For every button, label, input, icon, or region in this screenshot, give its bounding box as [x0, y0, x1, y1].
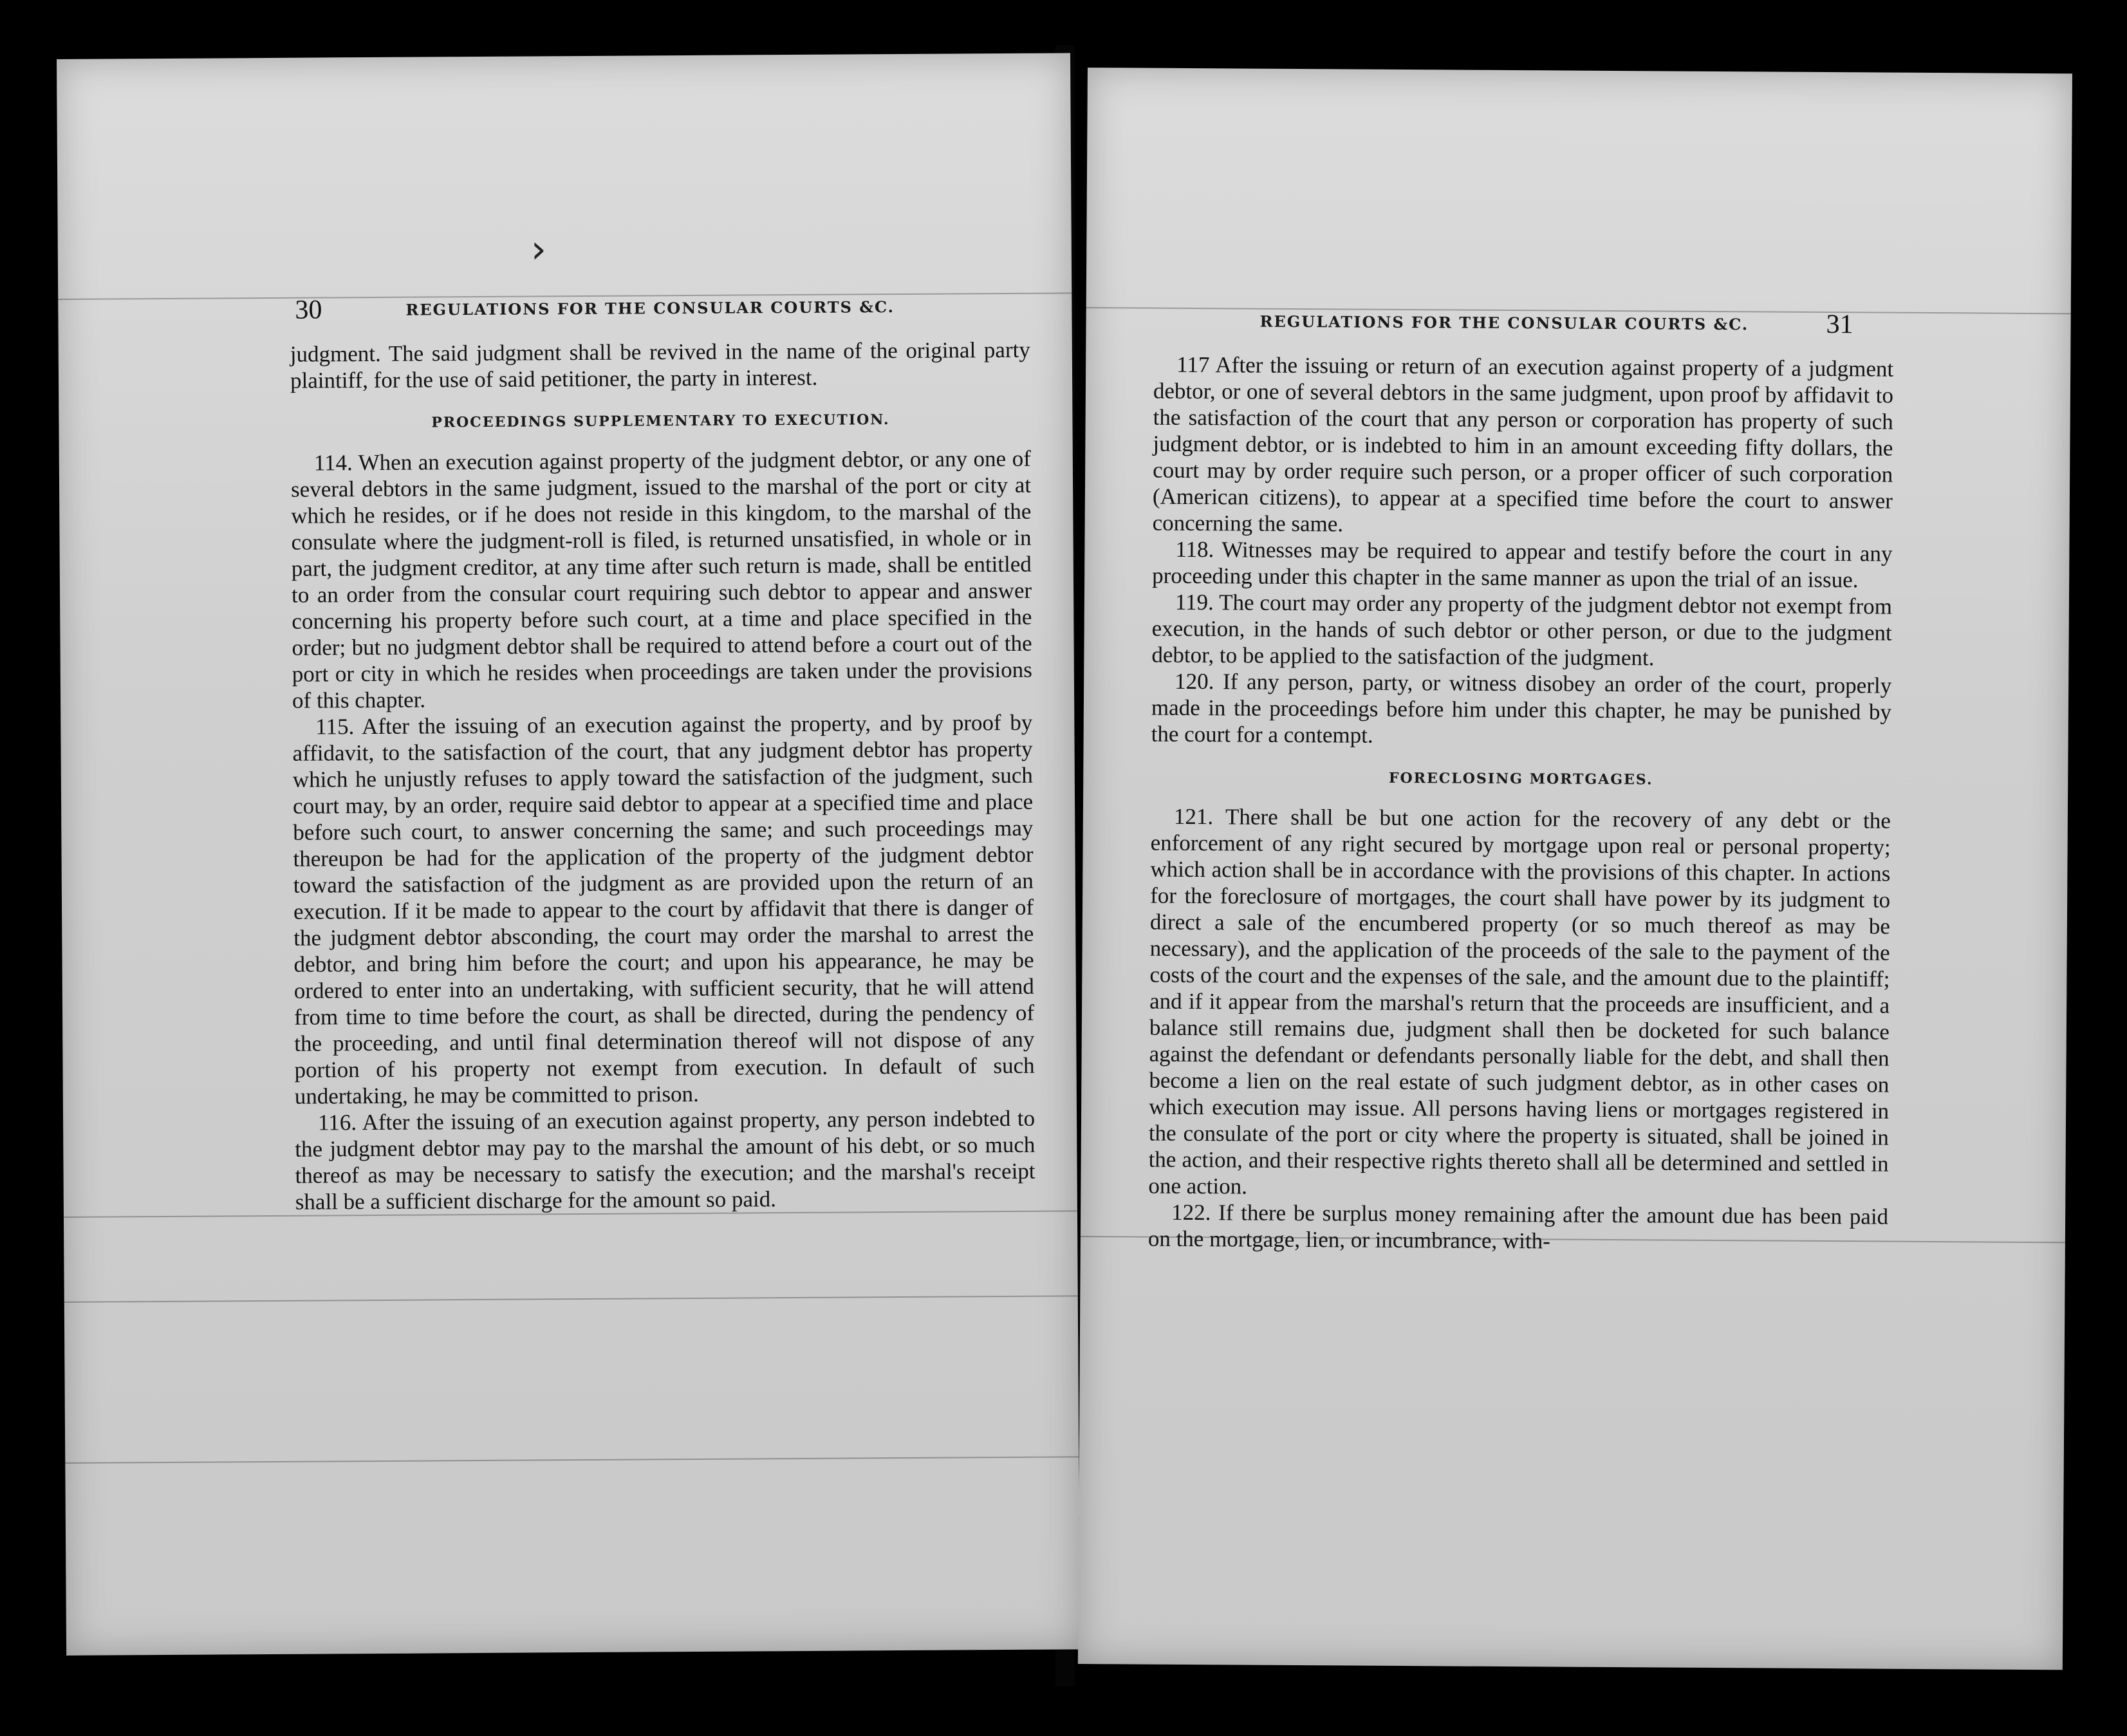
paragraph: judgment. The said judgment shall be revived in the name of the original party plaintiff, for the use of said petitioner, the party in interest.	[290, 337, 1030, 393]
ink-mark: ›	[530, 227, 547, 272]
section-heading: PROCEEDINGS SUPPLEMENTARY TO EXECUTION.	[431, 411, 890, 431]
paragraph: 117 After the issuing or return of an execution against property of a judgment debtor, or one of several debtors in the same judgment, upon proof by affidavit to the satisfaction of the court that any person or corporation has property of such judgment debtor, or is indebted to him in an amount exceeding fifty dollars, the court may by order require such person, or a proper officer of such corporation (American citizens), to appear at a specified time before the court to answer concerning the same.	[1152, 351, 1894, 537]
right-page-number: 31	[1826, 310, 1853, 340]
paragraph: 114. When an execution against property of the judgment debtor, or any one of several debtors in the same judgment, issued to the marshal of the port or city at which he resides, or if he does not reside in this kingdom, to the marshal of the consulate where the judgment-roll is filed, is returned unsatisfied, in whole or in part, the judgment creditor, at any time after such return is made, shall be entitled to an order from the consular court requiring such debtor to appear and answer concerning his property before such court, at a time and place specified in the order; but no judgment debtor shall be required to attend before a court out of the port or city in which he resides when proceedings are taken under the provisions of this chapter.	[290, 445, 1032, 713]
scan-line	[64, 1295, 1078, 1303]
left-page-body	[290, 337, 1036, 1215]
section-heading: FORECLOSING MORTGAGES.	[1388, 769, 1653, 789]
scan-line	[65, 1456, 1079, 1464]
left-page	[57, 53, 1080, 1656]
left-page-number: 30	[295, 295, 322, 325]
right-page	[1078, 68, 2072, 1670]
paragraph: 116. After the issuing of an execution against property, any person indebted to the judgment debtor may pay to the marshal the amount of his debt, or so much thereof as may be necessary to satisfy the execution; and the marshal's receipt shall be a sufficient discharge for the amount so paid.	[295, 1105, 1036, 1215]
scan-line	[1086, 307, 2071, 314]
right-running-head: REGULATIONS FOR THE CONSULAR COURTS &C.	[1259, 312, 1749, 334]
paragraph: 122. If there be surplus money remaining after the amount due has been paid on the mortgage, lien, or incumbrance, with-	[1147, 1199, 1889, 1254]
paragraph: 115. After the issuing of an execution against the property, and by proof by affidavit, to the satisfaction of the court, that any judgment debtor has property which he unjustly refuses to apply toward the satisfaction of the judgment, such court may, by an order, require said debtor to appear at a specified time and place before such court, to answer concerning the same; and such proceedings may thereupon be had for the application of the property of the judgment debtor toward the satisfaction of the judgment as are provided upon the return of an execution. If it be made to appear to the court by affidavit that there is danger of the judgment debtor absconding, the court may order the marshal to arrest the debtor, and bring him before the court; and upon his appearance, he may be ordered to enter into an undertaking, with sufficient security, that he will attend from time to time before the court, as shall be directed, during the pendency of the proceeding, and until final determination thereof will not dispose of any portion of his property not exempt from execution. In default of such undertaking, he may be committed to prison.	[292, 709, 1035, 1109]
paragraph: 121. There shall be but one action for the recovery of any debt or the enforcement of any right secured by mortgage upon real or personal property; which action shall be in accordance with the provisions of this chapter. In actions for the foreclosure of mortgages, the court shall have power by its judgment to direct a sale of the encumbered property (or so much thereof as may be necessary), and the application of the proceeds of the sale to the payment of the costs of the court and the expenses of the sale, and the amount due to the plaintiff; and if it appear from the marshal's return that the proceeds are insufficient, and a balance still remains due, judgment shall then be docketed for such balance against the defendant or defendants personally liable for the debt, and shall then become a lien on the real estate of such judgment debtor, as in other cases on which execution may issue. All persons having liens or mortgages registered in the consulate of the port or city where the property is situated, shall be joined in the action, and their respective rights thereto shall all be determined and settled in one action.	[1148, 803, 1891, 1199]
left-running-head: REGULATIONS FOR THE CONSULAR COURTS &C.	[405, 297, 895, 319]
paragraph: 120. If any person, party, or witness disobey an order of the court, properly made in the proceedings before him under this chapter, he may be punished by the court for a contempt.	[1151, 668, 1892, 748]
right-page-body	[1148, 351, 1894, 1256]
paragraph: 118. Witnesses may be required to appear and testify before the court in any proceeding under this chapter in the same manner as upon the trial of an issue.	[1152, 536, 1893, 593]
paragraph: 119. The court may order any property of the judgment debtor not exempt from execution, in the hands of such debtor or other person, or due to the judgment debtor, to be applied to the satisfaction of the judgment.	[1151, 589, 1893, 671]
